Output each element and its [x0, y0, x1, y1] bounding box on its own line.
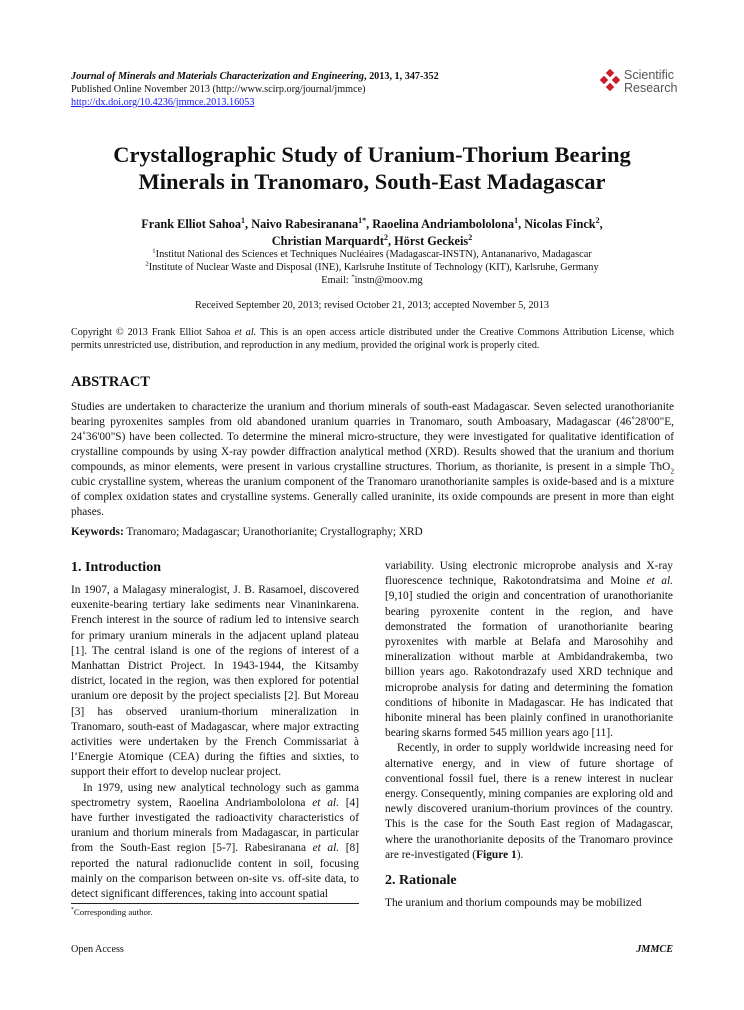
email-line: Email: *instn@moov.mg [321, 273, 423, 286]
section-heading-rationale: 2. Rationale [385, 873, 457, 889]
journal-header [71, 70, 671, 109]
email-address[interactable]: instn@moov.mg [354, 275, 423, 286]
section-heading-introduction: 1. Introduction [71, 560, 161, 575]
figure-reference[interactable]: Figure 1 [476, 848, 517, 861]
paper-title: Crystallographic Study of Uranium-Thorium Bearing Minerals in Tranomaro, South-East Madagascar [113, 142, 631, 194]
footer-journal-abbrev: JMMCE [636, 944, 673, 955]
paragraph: Recently, in order to supply worldwide increasing need for alternative energy, and in view of future shortage of conventional fossil fuel, there is a renew interest in nuclear energy. Consequently, mining companies are exploring old and newly discovered uranium-thorium provinces of the country. This is the case for the South East region of Madagascar, where the uranothorianite deposits of the Tranomaro province are re-investigated (Figure 1). [385, 742, 673, 861]
footer-open-access: Open Access [71, 944, 124, 955]
author-name: Hörst Geckeis [394, 234, 469, 248]
abstract-text: Studies are undertaken to characterize the uranium and thorium minerals of south-east Madagascar. Seven selected uranothorianite bearing pyroxenites samples from old abandoned uranium quarries in Tranomaro, south Amboasary, Madagascar (46˚28'00"E, 24˚36'00"S) have been collected. To determine the mineral micro-structure, they were investigated for qualitative identification of crystalline compounds by using X-ray powder diffraction analytical method (XRD). Results showed that the uranium and thorium compounds, as minor elements, were present in various crystalline structures. Thorium, as thorianite, is present in a simple ThO$_2$ cubic crystalline system, whereas the uranium component of the Tranomaro uranothorianite samples is oxide-based and is a mixture of complex oxidation states and crystalline systems. Generally called uraninite, its oxide compounds are present in more than eight phases. [71, 401, 674, 518]
paragraph-continued: variability. Using electronic microprobe analysis and X-ray fluorescence technique, Rakotondratsima and Moine et al. [9,10] studied the origin and concentration of uranothorianite bearing pyroxenite content in the region, and have demonstrated the formation of uranothorianite bearing pyroxenites with marble at Belafa and Marosohihy and mineralization without marble at Ambidandrakemba, two billion years ago. Rakotondrazafy used XRD technique and microprobe analysis for dating and determining the fomation conditions of hibonite in Madagascar. He has indicated that hibonite mineral has been plainly confined in uranothorianite bearing skarns formed 545 million years ago [11]. [385, 560, 673, 740]
author-name: Raoelina Andriambololona [372, 217, 515, 231]
received-dates: Received September 20, 2013; revised October 21, 2013; accepted November 5, 2013 [195, 300, 549, 311]
journal-volume: , 2013, 1, 347-352 [363, 71, 439, 82]
author-name: Frank Elliot Sahoa [141, 217, 242, 231]
journal-citation [71, 70, 671, 83]
journal-name: Journal of Minerals and Materials Characterization and Engineering [71, 71, 364, 82]
doi-link[interactable]: http://dx.doi.org/10.4236/jmmce.2013.16053 [71, 97, 255, 108]
footnote: *Corresponding author. [71, 907, 153, 917]
paragraph: In 1907, a Malagasy mineralogist, J. B. Rasamoel, discovered euxenite-bearing tertiary lake sediments near Vinaninkarena. French interest in the source of radium led to intensive search for primary uranium minerals in the adjacent upland plateau [1]. The central island is one of the regions of interest of a Manhattan District Project. In 1943-1944, the Kitsamby district, located in the region, was then explored for potential uranium ore deposit by the project specialists [2]. But Moreau [3] has observed uranium-thorium mineralization in Tranomaro, south-east of Madagascar, where major extracting activities were undertaken by the French Commissariat à l’Energie Atomique (CEA) during the fifties and sixties, to support their effort to develop nuclear project. [71, 584, 359, 779]
keywords-list: Tranomaro; Madagascar; Uranothorianite; Crystallography; XRD [123, 526, 423, 538]
author-name: Christian Marquardt [271, 234, 384, 248]
publisher-logo-text: Scientific Research [624, 68, 678, 95]
right-column [385, 559, 673, 911]
paragraph: The uranium and thorium compounds may be mobilized [385, 897, 642, 910]
left-column [71, 559, 359, 902]
keywords [71, 526, 674, 538]
copyright-notice: Copyright © 2013 Frank Elliot Sahoa et al. This is an open access article distributed under the Creative Commons Attribution License, which permits unrestricted use, distribution, and reproduction in any medium, provided the original work is properly cited. [71, 327, 674, 351]
author-name: Naivo Rabesiranana [251, 217, 359, 231]
affiliation-1: $^1$Institut National des Sciences et Techniques Nucléaires (Madagascar-INSTN), Antananarivo, Madagascar [152, 247, 592, 260]
author-name: Nicolas Finck [524, 217, 596, 231]
paragraph: In 1979, using new analytical technology such as gamma spectrometry system, Raoelina Andriambololona et al. [4] have further investigated the radioactivity characteristics of uranium and thorium minerals from Madagascar, in particular from the South-East region [5-7]. Rabesiranana et al. [8] reported the natural radionuclide content in soil, focusing mainly on the comparison between on-site vs. off-site data, to detect significant differences, taking into account spatial [71, 781, 359, 901]
affiliations [60, 248, 684, 287]
publisher-logo [598, 69, 688, 99]
affiliation-2: $^2$Institute of Nuclear Waste and Disposal (INE), Karlsruhe Institute of Technology (KIT), Karlsruhe, Germany [145, 260, 599, 273]
author-list: Frank Elliot Sahoa$^1$, Naivo Rabesiranana$^{1*}$, Raoelina Andriambololona$^1$, Nicolas Finck$^2$, Christian Marquardt$^2$, Hörst Geckeis$^2$ [141, 215, 603, 248]
footnote-divider [71, 903, 359, 904]
published-line: Published Online November 2013 (http://www.scirp.org/journal/jmmce) [71, 84, 366, 95]
abstract-heading: ABSTRACT [71, 374, 150, 390]
keywords-label: Keywords: [71, 526, 124, 538]
publisher-logo-icon [598, 69, 622, 95]
